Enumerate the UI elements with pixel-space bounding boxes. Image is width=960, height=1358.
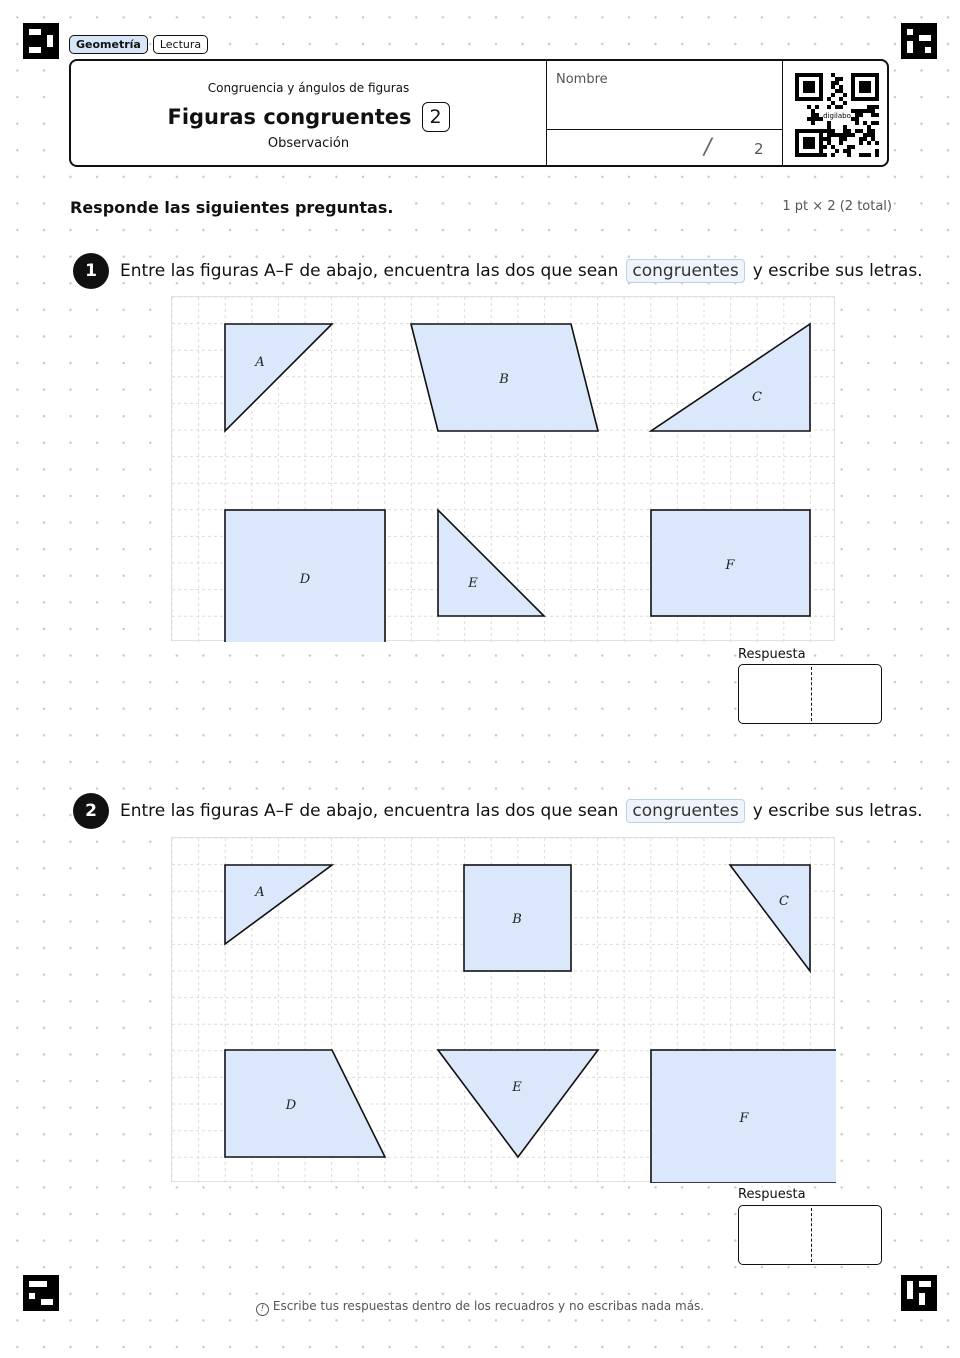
worksheet-title-row <box>71 102 546 132</box>
qr-module <box>823 145 827 149</box>
qr-module <box>811 129 815 133</box>
qr-module <box>795 153 799 157</box>
qr-module <box>855 97 859 101</box>
qr-module <box>851 93 855 97</box>
qr-module <box>855 109 859 113</box>
qr-module <box>839 77 843 81</box>
qr-module <box>851 109 855 113</box>
qr-module <box>871 129 875 133</box>
qr-module <box>871 97 875 101</box>
q1-shape-c-label: C <box>752 390 762 405</box>
qr-module <box>819 89 823 93</box>
qr-module <box>819 133 823 137</box>
qr-module <box>795 129 799 133</box>
qr-module <box>843 149 847 153</box>
answer-divider <box>811 667 812 721</box>
qr-module <box>839 89 843 93</box>
qr-module <box>831 129 835 133</box>
question-1-number: 1 <box>73 253 109 289</box>
qr-module <box>803 141 807 145</box>
qr-module <box>839 97 843 101</box>
qr-module <box>867 125 871 129</box>
worksheet-subtitle: Congruencia y ángulos de figuras <box>207 81 410 95</box>
qr-module <box>811 89 815 93</box>
question-1-text-before: Entre las figuras A–F de abajo, encuentra las dos que sean <box>120 261 619 281</box>
tag-reading: Lectura <box>153 35 208 54</box>
question-2-header <box>73 793 925 829</box>
question-2-answer-box[interactable] <box>738 1205 882 1265</box>
qr-module <box>859 137 863 141</box>
qr-module <box>795 89 799 93</box>
q1-shape-e-label: E <box>468 576 478 591</box>
qr-module <box>827 97 831 101</box>
qr-module <box>831 85 835 89</box>
qr-module <box>819 77 823 81</box>
question-1-figures <box>172 297 836 642</box>
corner-marker-top-right <box>901 23 937 59</box>
qr-module <box>807 97 811 101</box>
qr-module <box>819 153 823 157</box>
qr-module <box>819 137 823 141</box>
qr-code <box>795 73 879 157</box>
qr-module <box>819 97 823 101</box>
qr-module <box>855 117 859 121</box>
qr-module <box>799 153 803 157</box>
qr-module <box>863 73 867 77</box>
qr-module <box>851 89 855 93</box>
qr-module <box>835 133 839 137</box>
qr-module <box>803 97 807 101</box>
score-field[interactable] <box>547 129 783 168</box>
qr-module <box>807 89 811 93</box>
qr-module <box>839 141 843 145</box>
qr-module <box>815 129 819 133</box>
qr-module <box>827 125 831 129</box>
qr-module <box>819 81 823 85</box>
qr-module <box>795 141 799 145</box>
qr-module <box>859 153 863 157</box>
qr-module <box>811 81 815 85</box>
qr-module <box>855 129 859 133</box>
footer-note <box>0 1299 960 1316</box>
qr-module <box>811 73 815 77</box>
q2-shape-f-label: F <box>739 1111 749 1126</box>
qr-module <box>811 97 815 101</box>
qr-module <box>795 97 799 101</box>
qr-module <box>795 137 799 141</box>
qr-module <box>875 105 879 109</box>
qr-module <box>835 77 839 81</box>
qr-module <box>859 89 863 93</box>
qr-module <box>871 133 875 137</box>
qr-module <box>795 81 799 85</box>
qr-module <box>859 73 863 77</box>
qr-module <box>851 85 855 89</box>
qr-module <box>859 85 863 89</box>
name-label: Nombre <box>556 72 608 87</box>
qr-module <box>831 153 835 157</box>
qr-module <box>823 129 827 133</box>
qr-module <box>851 117 855 121</box>
qr-module <box>847 149 851 153</box>
worksheet-header <box>69 59 889 167</box>
qr-module <box>795 93 799 97</box>
qr-module <box>803 85 807 89</box>
qr-module <box>819 85 823 89</box>
qr-module <box>839 137 843 141</box>
qr-module <box>827 121 831 125</box>
q2-shape-d <box>225 1050 385 1157</box>
question-1-answer-box[interactable] <box>738 664 882 724</box>
question-2-text-after: y escribe sus letras. <box>752 801 923 821</box>
question-2-keyword: congruentes <box>626 799 744 823</box>
qr-module <box>835 81 839 85</box>
question-1-text-after: y escribe sus letras. <box>752 261 923 281</box>
qr-module <box>803 89 807 93</box>
qr-module <box>875 85 879 89</box>
qr-module <box>811 153 815 157</box>
q1-shape-a-label: A <box>255 355 265 370</box>
qr-module <box>863 137 867 141</box>
question-2-figure-grid <box>171 837 835 1182</box>
qr-module <box>819 141 823 145</box>
qr-module <box>875 73 879 77</box>
qr-module <box>875 93 879 97</box>
qr-module <box>875 153 879 157</box>
qr-module <box>795 73 799 77</box>
qr-module <box>859 97 863 101</box>
qr-module <box>875 81 879 85</box>
qr-module <box>847 133 851 137</box>
qr-module <box>815 113 819 117</box>
qr-module <box>867 89 871 93</box>
qr-module <box>855 121 859 125</box>
qr-module <box>843 125 847 129</box>
qr-module <box>875 113 879 117</box>
qr-module <box>823 153 827 157</box>
question-2-answer-label: Respuesta <box>738 1187 806 1202</box>
qr-module <box>827 133 831 137</box>
qr-module <box>807 137 811 141</box>
question-1-header <box>73 253 925 289</box>
qr-module <box>859 129 863 133</box>
qr-module <box>863 85 867 89</box>
qr-block <box>782 61 890 165</box>
score-total: 2 <box>754 140 764 158</box>
qr-module <box>835 105 839 109</box>
qr-module <box>799 129 803 133</box>
qr-module <box>811 145 815 149</box>
qr-module <box>855 73 859 77</box>
qr-module <box>795 133 799 137</box>
qr-module <box>875 121 879 125</box>
qr-module <box>819 129 823 133</box>
qr-module <box>827 105 831 109</box>
qr-module <box>815 97 819 101</box>
qr-module <box>807 105 811 109</box>
qr-module <box>867 105 871 109</box>
qr-module <box>859 81 863 85</box>
qr-module <box>831 81 835 85</box>
qr-module <box>851 145 855 149</box>
qr-module <box>843 129 847 133</box>
name-score-block <box>546 61 783 165</box>
q2-shape-b-label: B <box>512 912 522 927</box>
q1-shape-f-label: F <box>725 558 735 573</box>
qr-module <box>807 153 811 157</box>
qr-module <box>795 149 799 153</box>
qr-module <box>807 141 811 145</box>
qr-module <box>843 101 847 105</box>
qr-module <box>815 105 819 109</box>
qr-module <box>803 153 807 157</box>
qr-module <box>835 149 839 153</box>
qr-module <box>815 117 819 121</box>
footer-text: Escribe tus respuestas dentro de los recuadros y no escribas nada más. <box>272 1299 705 1313</box>
qr-module <box>819 93 823 97</box>
qr-module <box>815 73 819 77</box>
score-slash: / <box>704 135 712 160</box>
qr-module <box>827 141 831 145</box>
qr-module <box>795 145 799 149</box>
qr-module <box>863 133 867 137</box>
question-2-figures <box>172 838 836 1183</box>
qr-module <box>863 97 867 101</box>
qr-module <box>851 97 855 101</box>
q2-shape-c-label: C <box>779 894 789 909</box>
q2-shape-e-label: E <box>512 1080 522 1095</box>
qr-module <box>843 133 847 137</box>
qr-module <box>815 153 819 157</box>
qr-module <box>831 133 835 137</box>
qr-module <box>863 121 867 125</box>
qr-module <box>807 145 811 149</box>
qr-module <box>803 137 807 141</box>
worksheet-number: 2 <box>422 102 450 132</box>
question-2-text-before: Entre las figuras A–F de abajo, encuentra las dos que sean <box>120 801 619 821</box>
qr-module <box>811 117 815 121</box>
qr-module <box>811 109 815 113</box>
q2-shape-a <box>225 865 332 944</box>
qr-module <box>867 129 871 133</box>
qr-module <box>827 129 831 133</box>
qr-module <box>851 73 855 77</box>
qr-module <box>807 85 811 89</box>
worksheet-title: Figuras congruentes <box>167 105 412 129</box>
qr-module <box>867 153 871 157</box>
qr-module <box>863 89 867 93</box>
qr-logo-text: digilabo <box>823 112 851 120</box>
qr-module <box>807 129 811 133</box>
qr-module <box>867 81 871 85</box>
qr-module <box>811 121 815 125</box>
qr-module <box>795 77 799 81</box>
qr-module <box>807 81 811 85</box>
question-1-figure-grid <box>171 296 835 641</box>
qr-module <box>871 109 875 113</box>
title-block <box>71 61 546 165</box>
qr-module <box>859 141 863 145</box>
qr-module <box>863 153 867 157</box>
q1-shape-a <box>225 324 332 431</box>
qr-module <box>811 141 815 145</box>
qr-module <box>867 109 871 113</box>
qr-module <box>803 129 807 133</box>
question-2-number: 2 <box>73 793 109 829</box>
qr-module <box>847 145 851 149</box>
qr-module <box>839 133 843 137</box>
info-icon: ! <box>256 1303 269 1316</box>
qr-module <box>839 85 843 89</box>
qr-module <box>819 73 823 77</box>
q2-shape-a-label: A <box>255 885 265 900</box>
qr-module <box>811 113 815 117</box>
q2-shape-d-label: D <box>285 1098 297 1113</box>
qr-module <box>859 113 863 117</box>
qr-module <box>863 81 867 85</box>
qr-module <box>875 89 879 93</box>
qr-module <box>843 137 847 141</box>
question-1-keyword: congruentes <box>626 259 744 283</box>
qr-module <box>867 97 871 101</box>
qr-module <box>799 73 803 77</box>
qr-module <box>871 73 875 77</box>
qr-module <box>863 109 867 113</box>
qr-module <box>867 141 871 145</box>
qr-module <box>851 81 855 85</box>
qr-module <box>867 73 871 77</box>
qr-module <box>811 85 815 89</box>
answer-divider <box>811 1208 812 1262</box>
qr-module <box>855 113 859 117</box>
q1-shape-b-label: B <box>499 372 509 387</box>
qr-module <box>867 133 871 137</box>
instruction: Responde las siguientes preguntas. <box>70 198 394 217</box>
qr-module <box>803 73 807 77</box>
qr-module <box>827 137 831 141</box>
qr-module <box>811 137 815 141</box>
qr-module <box>831 73 835 77</box>
qr-module <box>875 97 879 101</box>
qr-module <box>831 145 835 149</box>
qr-module <box>831 101 835 105</box>
qr-module <box>851 133 855 137</box>
subject-tags <box>69 35 208 54</box>
worksheet-mode: Observación <box>267 136 350 151</box>
qr-module <box>803 81 807 85</box>
question-1-answer-label: Respuesta <box>738 647 806 662</box>
corner-marker-top-left <box>23 23 59 59</box>
qr-module <box>875 149 879 153</box>
q1-shape-d-label: D <box>299 572 311 587</box>
qr-module <box>875 77 879 81</box>
qr-module <box>839 105 843 109</box>
qr-module <box>851 77 855 81</box>
qr-module <box>847 153 851 157</box>
qr-module <box>871 105 875 109</box>
qr-module <box>867 85 871 89</box>
tag-geometry: Geometría <box>69 35 148 54</box>
qr-module <box>835 89 839 93</box>
qr-module <box>831 93 835 97</box>
qr-module <box>819 145 823 149</box>
qr-module <box>795 85 799 89</box>
qr-module <box>799 97 803 101</box>
qr-module <box>847 129 851 133</box>
qr-module <box>871 121 875 125</box>
qr-module <box>807 73 811 77</box>
qr-module <box>819 149 823 153</box>
qr-module <box>859 109 863 113</box>
qr-module <box>875 141 879 145</box>
qr-module <box>871 113 875 117</box>
qr-module <box>823 137 827 141</box>
points-info: 1 pt × 2 (2 total) <box>782 199 892 214</box>
qr-module <box>843 93 847 97</box>
qr-module <box>803 145 807 149</box>
qr-module <box>807 117 811 121</box>
qr-module <box>871 137 875 141</box>
